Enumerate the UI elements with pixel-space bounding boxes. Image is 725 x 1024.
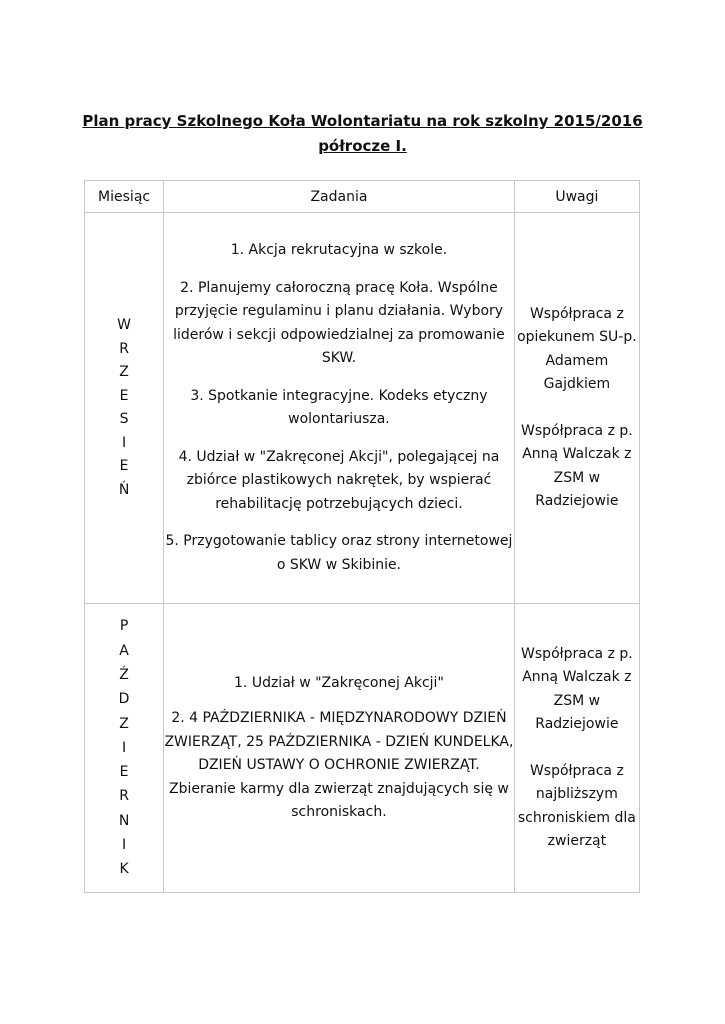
tasks-cell-pazdziernik bbox=[164, 604, 515, 893]
month-cell-wrzesien bbox=[85, 213, 164, 604]
task-list bbox=[164, 672, 514, 825]
month-letter: E bbox=[119, 458, 129, 474]
document-title: Plan pracy Szkolnego Koła Wolontariatu na rok szkolny 2015/2016 bbox=[82, 112, 643, 130]
notes-block bbox=[515, 643, 639, 854]
month-letter: E bbox=[119, 764, 129, 781]
notes-block bbox=[515, 303, 639, 514]
month-cell-pazdziernik bbox=[85, 604, 164, 893]
month-letter: R bbox=[119, 788, 129, 805]
task-item: 1. Akcja rekrutacyjna w szkole. bbox=[230, 242, 448, 258]
month-letter: P bbox=[119, 618, 129, 635]
task-item: 1. Udział w "Zakręconej Akcji" bbox=[234, 674, 444, 691]
note-item: Współpraca z p. Anną Walczak z ZSM w Radziejowie bbox=[521, 422, 633, 509]
notes-cell-pazdziernik bbox=[514, 604, 639, 893]
task-item: 3. Spotkanie integracyjne. Kodeks etyczny wolontariusza. bbox=[190, 387, 488, 427]
header-tasks: Zadania bbox=[164, 181, 515, 213]
note-item: Współpraca z opiekunem SU-p. Adamem Gajdkiem bbox=[517, 305, 637, 392]
month-letter: W bbox=[117, 317, 131, 333]
tasks-cell-wrzesien bbox=[164, 213, 515, 604]
table-row-wrzesien bbox=[85, 213, 640, 604]
month-letter: E bbox=[119, 387, 129, 404]
header-month: Miesiąc bbox=[85, 181, 164, 213]
month-vertical-label bbox=[85, 614, 163, 881]
header-notes: Uwagi bbox=[514, 181, 639, 213]
month-letter: Z bbox=[119, 715, 129, 732]
month-letter: S bbox=[119, 411, 129, 427]
month-letter: A bbox=[119, 642, 129, 659]
note-item: Współpraca z najbliższym schroniskiem dla zwierząt bbox=[517, 762, 636, 849]
month-letter: K bbox=[119, 861, 129, 878]
task-item: 5. Przygotowanie tablicy oraz strony internetowej o SKW w Skibinie. bbox=[165, 533, 513, 573]
document-subtitle: półrocze I. bbox=[318, 137, 407, 155]
table-row-pazdziernik bbox=[85, 604, 640, 893]
task-list bbox=[164, 239, 514, 577]
month-letter: Ń bbox=[118, 481, 130, 498]
task-item: 4. Udział w "Zakręconej Akcji", polegającej na zbiórce plastikowych nakrętek, by wspierać rehabilitację potrzebujących dzieci. bbox=[178, 448, 500, 512]
plan-table bbox=[84, 180, 640, 893]
month-letter: Ź bbox=[119, 666, 129, 683]
month-letter: I bbox=[122, 434, 127, 451]
table-header-row bbox=[85, 181, 640, 213]
month-letter: N bbox=[118, 812, 130, 829]
month-letter: Z bbox=[119, 364, 129, 380]
note-item: Współpraca z p. Anną Walczak z ZSM w Radziejowie bbox=[521, 645, 633, 732]
notes-cell-wrzesien bbox=[514, 213, 639, 604]
month-letter: I bbox=[122, 739, 127, 756]
task-item: 2. Planujemy całoroczną pracę Koła. Wspólne przyjęcie regulaminu i planu działania. Wybory liderów i sekcji odpowiedzialnej za promowanie SKW. bbox=[173, 279, 505, 366]
month-letter: R bbox=[119, 340, 129, 357]
month-vertical-label bbox=[85, 314, 163, 502]
month-letter: D bbox=[118, 691, 130, 708]
month-letter: I bbox=[122, 837, 127, 854]
task-item: 2. 4 PAŹDZIERNIKA - MIĘDZYNARODOWY DZIEŃ ZWIERZĄT, 25 PAŹDZIERNIKA - DZIEŃ KUNDELKA, DZIEŃ USTAWY O OCHRONIE ZWIERZĄT. Zbieranie karmy dla zwierząt znajdujących się w schroniskach. bbox=[164, 710, 514, 820]
